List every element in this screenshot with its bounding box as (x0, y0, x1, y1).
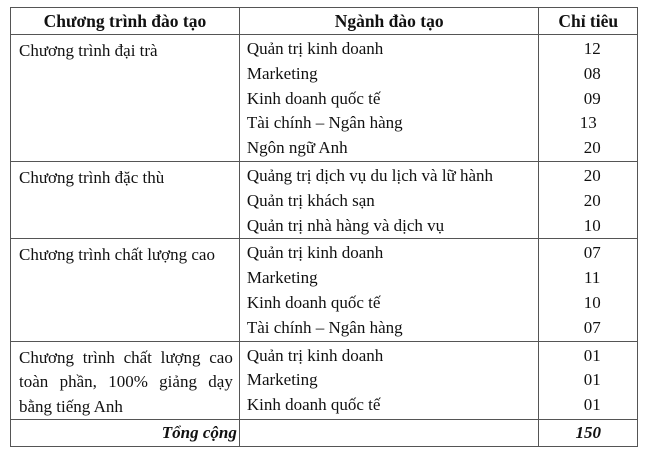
major-item: Quản trị khách sạn (246, 190, 375, 210)
quotas-cell (539, 239, 638, 341)
total-row (11, 420, 638, 447)
major-item: Tài chính – Ngân hàng (246, 113, 403, 133)
quotas-cell (539, 35, 638, 162)
major-item: Marketing (246, 63, 318, 83)
quota-value: 07 (583, 317, 601, 337)
header-program: Chương trình đào tạo (11, 8, 240, 35)
quota-table (10, 7, 638, 447)
program-cell: Chương trình đại trà (11, 35, 240, 162)
quota-value: 01 (583, 370, 601, 390)
quota-value: 09 (583, 88, 601, 108)
majors-cell (239, 239, 539, 341)
majors-cell (239, 35, 539, 162)
quota-value: 10 (583, 215, 601, 235)
quota-value: 12 (583, 39, 601, 58)
table-row (11, 341, 638, 420)
program-cell: Chương trình chất lượng cao toàn phần, 100% giảng dạy bằng tiếng Anh (11, 341, 240, 420)
header-quota: Chỉ tiêu (539, 8, 638, 35)
major-item: Quảng trị dịch vụ du lịch và lữ hành (246, 165, 494, 185)
table-row (11, 161, 638, 238)
quota-value: 08 (583, 63, 601, 83)
major-item: Quản trị kinh doanh (246, 243, 384, 263)
quota-value: 01 (583, 395, 601, 415)
major-item: Marketing (246, 370, 318, 390)
quota-value: 20 (583, 165, 601, 185)
major-item: Kinh doanh quốc tế (246, 88, 381, 108)
quotas-cell (539, 341, 638, 420)
majors-cell (239, 161, 539, 238)
total-empty-cell (239, 420, 539, 447)
major-item: Quản trị kinh doanh (246, 39, 384, 58)
majors-cell (239, 341, 539, 420)
quotas-cell (539, 161, 638, 238)
total-label: Tổng cộng (11, 420, 240, 447)
major-item: Ngôn ngữ Anh (246, 138, 348, 158)
quota-value: 20 (583, 190, 601, 210)
total-value: 150 (539, 420, 638, 447)
header-major: Ngành đào tạo (239, 8, 539, 35)
program-cell: Chương trình chất lượng cao (11, 239, 240, 341)
major-item: Kinh doanh quốc tế (246, 395, 381, 415)
major-item: Kinh doanh quốc tế (246, 292, 381, 312)
program-cell: Chương trình đặc thù (11, 161, 240, 238)
major-item: Quản trị kinh doanh (246, 345, 384, 365)
quota-value: 20 (583, 138, 601, 158)
quota-value: 10 (583, 292, 601, 312)
major-item: Quản trị nhà hàng và dịch vụ (246, 215, 445, 235)
table-row (11, 239, 638, 341)
quota-value: 01 (583, 345, 601, 365)
table-row (11, 35, 638, 162)
header-row (11, 8, 638, 35)
major-item: Tài chính – Ngân hàng (246, 317, 403, 337)
quota-value: 07 (583, 243, 601, 263)
quota-value: 11 (584, 268, 601, 288)
major-item: Marketing (246, 268, 318, 288)
quota-value: 13 (579, 113, 597, 133)
